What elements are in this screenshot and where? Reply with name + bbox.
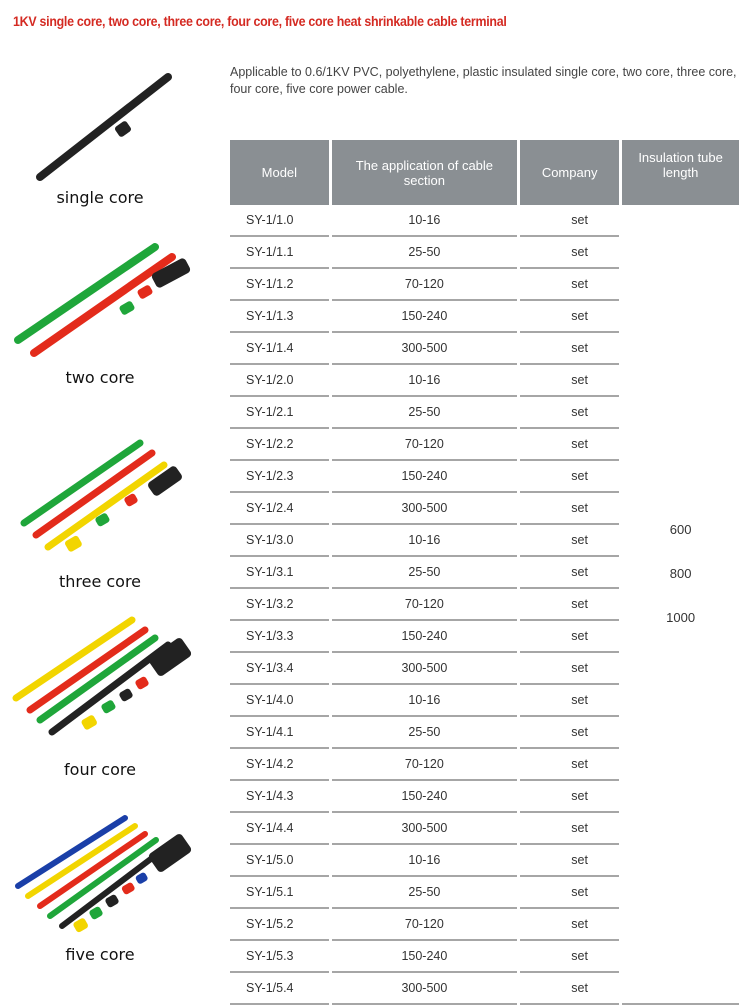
cell-section: 10-16 (332, 845, 517, 877)
product-label: three core (58, 572, 142, 591)
product-label: five core (65, 945, 135, 964)
cell-model: SY-1/3.0 (230, 525, 329, 557)
header-company: Company (520, 140, 619, 205)
cell-company: set (520, 493, 619, 525)
cell-section: 70-120 (332, 429, 517, 461)
cell-section: 70-120 (332, 909, 517, 941)
cell-section: 25-50 (332, 397, 517, 429)
cell-company: set (520, 269, 619, 301)
product-five-core (0, 810, 220, 980)
cell-company: set (520, 685, 619, 717)
insulation-length-value: 800 (669, 566, 692, 581)
five-core-tube-icon (0, 810, 220, 935)
cell-company: set (520, 653, 619, 685)
cell-model: SY-1/5.2 (230, 909, 329, 941)
cell-section: 10-16 (332, 365, 517, 397)
cell-model: SY-1/3.2 (230, 589, 329, 621)
cell-company: set (520, 333, 619, 365)
cell-company: set (520, 749, 619, 781)
cell-company: set (520, 301, 619, 333)
cell-company: set (520, 397, 619, 429)
cell-section: 300-500 (332, 493, 517, 525)
insulation-length-value: 1000 (666, 610, 696, 625)
header-model: Model (230, 140, 329, 205)
single-core-tube-icon (0, 65, 220, 185)
product-label: two core (65, 368, 135, 387)
cell-company: set (520, 205, 619, 237)
cell-section: 25-50 (332, 557, 517, 589)
spec-table (227, 140, 742, 1005)
product-three-core (0, 435, 220, 595)
cell-section: 70-120 (332, 589, 517, 621)
cell-company: set (520, 877, 619, 909)
cell-section: 10-16 (332, 685, 517, 717)
product-four-core (0, 610, 220, 780)
cell-company: set (520, 525, 619, 557)
cell-model: SY-1/2.4 (230, 493, 329, 525)
cell-section: 150-240 (332, 461, 517, 493)
cell-model: SY-1/5.4 (230, 973, 329, 1005)
cell-section: 150-240 (332, 621, 517, 653)
cell-model: SY-1/4.3 (230, 781, 329, 813)
cell-model: SY-1/4.4 (230, 813, 329, 845)
cell-model: SY-1/5.3 (230, 941, 329, 973)
product-label: single core (56, 188, 144, 207)
cell-section: 300-500 (332, 813, 517, 845)
cell-company: set (520, 365, 619, 397)
three-core-tube-icon (0, 435, 220, 560)
product-two-core (0, 235, 220, 395)
cell-company: set (520, 845, 619, 877)
cell-company: set (520, 429, 619, 461)
table-header-row (230, 140, 739, 205)
cell-section: 150-240 (332, 301, 517, 333)
table-row (230, 205, 739, 237)
four-core-tube-icon (0, 610, 220, 740)
cell-section: 70-120 (332, 749, 517, 781)
cell-model: SY-1/2.3 (230, 461, 329, 493)
cell-model: SY-1/1.1 (230, 237, 329, 269)
cell-model: SY-1/5.0 (230, 845, 329, 877)
product-single-core (0, 65, 220, 215)
cell-section: 10-16 (332, 525, 517, 557)
intro-text: Applicable to 0.6/1KV PVC, polyethylene, plastic insulated single core, two core, three core, four core, five core power cable. (230, 65, 737, 96)
cell-section: 150-240 (332, 781, 517, 813)
cell-company: set (520, 813, 619, 845)
cell-section: 70-120 (332, 269, 517, 301)
cell-model: SY-1/1.3 (230, 301, 329, 333)
cell-model: SY-1/2.0 (230, 365, 329, 397)
cell-company: set (520, 941, 619, 973)
cell-company: set (520, 557, 619, 589)
cell-model: SY-1/3.4 (230, 653, 329, 685)
cell-company: set (520, 237, 619, 269)
cell-company: set (520, 717, 619, 749)
cell-model: SY-1/1.4 (230, 333, 329, 365)
cell-section: 300-500 (332, 333, 517, 365)
cell-model: SY-1/4.2 (230, 749, 329, 781)
product-label: four core (64, 760, 136, 779)
cell-company: set (520, 589, 619, 621)
cell-company: set (520, 973, 619, 1005)
cell-company: set (520, 781, 619, 813)
cell-insulation-length (622, 205, 739, 1005)
cell-model: SY-1/1.2 (230, 269, 329, 301)
cell-model: SY-1/2.2 (230, 429, 329, 461)
cell-model: SY-1/2.1 (230, 397, 329, 429)
cell-model: SY-1/3.1 (230, 557, 329, 589)
cell-section: 10-16 (332, 205, 517, 237)
cell-company: set (520, 621, 619, 653)
cell-section: 25-50 (332, 237, 517, 269)
cell-section: 150-240 (332, 941, 517, 973)
cell-model: SY-1/4.0 (230, 685, 329, 717)
cell-company: set (520, 461, 619, 493)
insulation-length-value: 600 (669, 522, 692, 537)
cell-company: set (520, 909, 619, 941)
two-core-tube-icon (0, 235, 220, 360)
cell-section: 25-50 (332, 877, 517, 909)
header-section: The application of cable section (332, 140, 517, 205)
cell-model: SY-1/4.1 (230, 717, 329, 749)
cell-section: 25-50 (332, 717, 517, 749)
header-length: Insulation tube length (622, 140, 739, 205)
cell-section: 300-500 (332, 973, 517, 1005)
cell-model: SY-1/5.1 (230, 877, 329, 909)
page-title: 1KV single core, two core, three core, four core, five core heat shrinkable cable terminal (13, 14, 507, 29)
cell-model: SY-1/1.0 (230, 205, 329, 237)
cell-model: SY-1/3.3 (230, 621, 329, 653)
cell-section: 300-500 (332, 653, 517, 685)
